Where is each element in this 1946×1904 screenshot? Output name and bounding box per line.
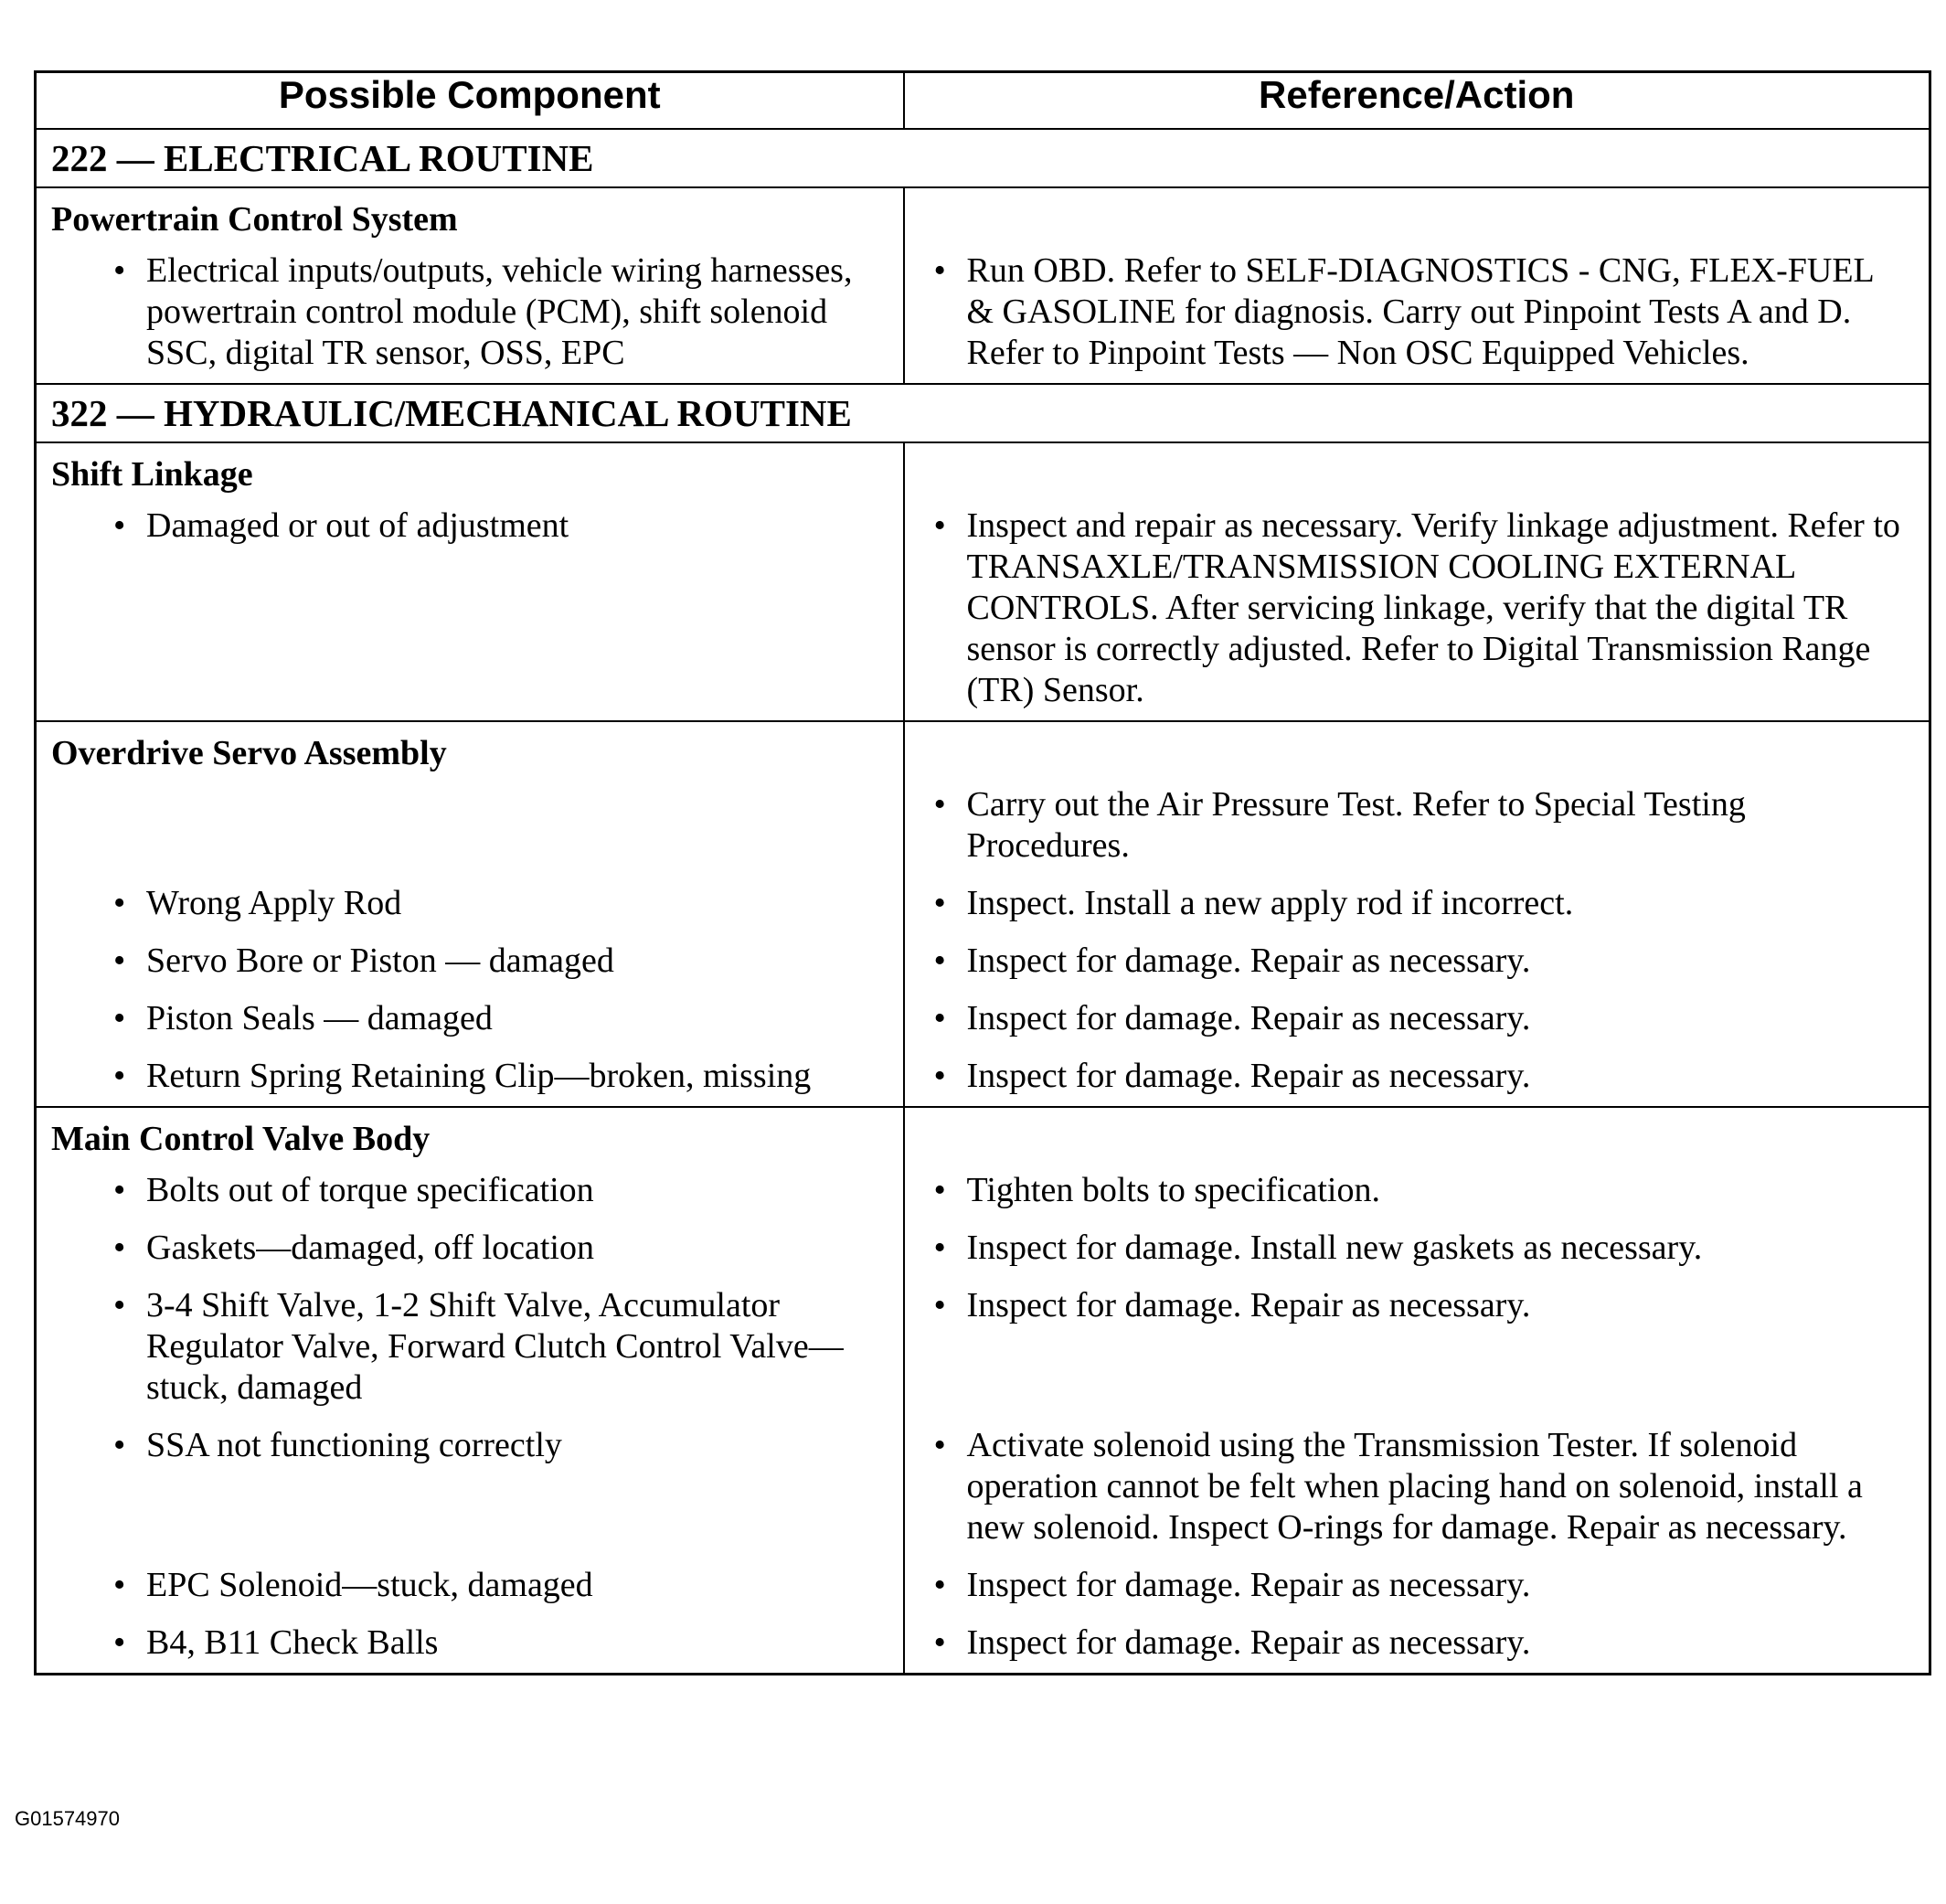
bullet-icon: • <box>933 251 946 290</box>
figure-id-caption: G01574970 <box>15 1807 120 1830</box>
bullet-icon: • <box>933 785 946 824</box>
bullet-icon: • <box>113 1566 126 1604</box>
bullet-item <box>933 1425 1904 1548</box>
table-body <box>36 129 1930 1675</box>
bullet-item <box>933 784 1904 867</box>
bullet-item <box>933 1228 1904 1269</box>
group-action-empty <box>904 1107 1930 1163</box>
component-cell-text: B4, B11 Check Balls <box>146 1623 439 1662</box>
table-row <box>36 876 1930 933</box>
action-cell <box>904 1278 1930 1418</box>
bullet-icon: • <box>113 1623 126 1662</box>
group-header-row <box>36 1107 1930 1163</box>
action-cell <box>904 1220 1930 1278</box>
bullet-icon: • <box>933 941 946 980</box>
bullet-item <box>113 1228 892 1269</box>
component-cell-text: Return Spring Retaining Clip—broken, missing <box>146 1057 812 1095</box>
component-cell-text: Servo Bore or Piston — damaged <box>146 941 614 980</box>
component-cell-text: Damaged or out of adjustment <box>146 506 569 545</box>
bullet-icon: • <box>113 251 126 290</box>
bullet-icon: • <box>113 1057 126 1095</box>
bullet-icon: • <box>933 999 946 1037</box>
bullet-icon: • <box>113 1229 126 1267</box>
component-cell <box>36 1418 904 1558</box>
component-cell-text: Piston Seals — damaged <box>146 999 493 1037</box>
action-cell <box>904 1615 1930 1675</box>
column-header-reference-action: Reference/Action <box>904 72 1930 130</box>
component-cell-text: Wrong Apply Rod <box>146 884 402 922</box>
action-cell-text: Inspect. Install a new apply rod if incorrect. <box>966 884 1574 922</box>
bullet-icon: • <box>933 1426 946 1464</box>
table-row <box>36 991 1930 1048</box>
table-row <box>36 1558 1930 1615</box>
table-row <box>36 1418 1930 1558</box>
action-cell-text: Run OBD. Refer to SELF-DIAGNOSTICS - CNG, FLEX-FUEL & GASOLINE for diagnosis. Carry out Pinpoint Tests A and D. Refer to Pinpoint Tests — Non OSC Equipped Vehicles. <box>966 251 1874 372</box>
component-cell <box>36 498 904 721</box>
action-cell <box>904 777 1930 876</box>
group-action-empty <box>904 721 1930 777</box>
section-title: 222 — ELECTRICAL ROUTINE <box>36 129 1930 187</box>
component-cell <box>36 991 904 1048</box>
action-cell-text: Activate solenoid using the Transmission Tester. If solenoid operation cannot be felt when placing hand on solenoid, install a new solenoid. Inspect O-rings for damage. Repair as necessary. <box>966 1426 1863 1547</box>
component-cell <box>36 1220 904 1278</box>
table-row <box>36 777 1930 876</box>
group-header-row <box>36 187 1930 243</box>
bullet-icon: • <box>113 1426 126 1464</box>
bullet-item <box>113 250 892 374</box>
bullet-icon: • <box>113 1286 126 1324</box>
action-cell-text: Carry out the Air Pressure Test. Refer to Special Testing Procedures. <box>966 785 1746 865</box>
table-row <box>36 1163 1930 1220</box>
group-action-empty <box>904 442 1930 498</box>
bullet-item <box>113 1285 892 1409</box>
bullet-icon: • <box>933 1229 946 1267</box>
section-row <box>36 384 1930 442</box>
bullet-item <box>933 250 1904 374</box>
bullet-item <box>933 883 1904 924</box>
bullet-item <box>113 998 892 1039</box>
component-cell <box>36 1558 904 1615</box>
table-row <box>36 498 1930 721</box>
group-header-row <box>36 721 1930 777</box>
group-name: Powertrain Control System <box>36 187 904 243</box>
bullet-item <box>933 1565 1904 1606</box>
group-name: Shift Linkage <box>36 442 904 498</box>
component-cell <box>36 1048 904 1107</box>
component-cell <box>36 1278 904 1418</box>
bullet-icon: • <box>113 884 126 922</box>
bullet-item <box>113 941 892 982</box>
action-cell <box>904 933 1930 991</box>
bullet-item <box>933 1622 1904 1664</box>
component-cell <box>36 1615 904 1675</box>
group-name: Main Control Valve Body <box>36 1107 904 1163</box>
bullet-item <box>933 941 1904 982</box>
bullet-item <box>113 883 892 924</box>
component-cell-text: EPC Solenoid—stuck, damaged <box>146 1566 593 1604</box>
table-row <box>36 933 1930 991</box>
bullet-item <box>113 1056 892 1097</box>
table-row <box>36 1220 1930 1278</box>
table-row <box>36 1278 1930 1418</box>
action-cell <box>904 243 1930 384</box>
action-cell-text: Inspect for damage. Repair as necessary. <box>966 1566 1531 1604</box>
header-row <box>36 72 1930 130</box>
section-title: 322 — HYDRAULIC/MECHANICAL ROUTINE <box>36 384 1930 442</box>
component-cell-text: SSA not functioning correctly <box>146 1426 562 1464</box>
action-cell-text: Inspect and repair as necessary. Verify linkage adjustment. Refer to TRANSAXLE/TRANSMISSION COOLING EXTERNAL CONTROLS. After servicing linkage, verify that the digital TR sensor is correctly adjusted. Refer to Digital Transmission Range (TR) Sensor. <box>966 506 1900 709</box>
action-cell <box>904 876 1930 933</box>
bullet-icon: • <box>933 1057 946 1095</box>
bullet-item <box>113 1565 892 1606</box>
bullet-icon: • <box>933 506 946 545</box>
bullet-item <box>933 998 1904 1039</box>
table-row <box>36 1048 1930 1107</box>
component-cell-text: 3-4 Shift Valve, 1-2 Shift Valve, Accumulator Regulator Valve, Forward Clutch Control Valve—stuck, damaged <box>146 1286 844 1407</box>
bullet-icon: • <box>933 1171 946 1209</box>
component-cell <box>36 243 904 384</box>
action-cell <box>904 1163 1930 1220</box>
group-action-empty <box>904 187 1930 243</box>
bullet-icon: • <box>933 1566 946 1604</box>
action-cell-text: Inspect for damage. Repair as necessary. <box>966 1057 1531 1095</box>
component-cell <box>36 1163 904 1220</box>
action-cell-text: Inspect for damage. Repair as necessary. <box>966 1286 1531 1324</box>
bullet-item <box>113 1425 892 1466</box>
group-name: Overdrive Servo Assembly <box>36 721 904 777</box>
bullet-icon: • <box>113 941 126 980</box>
component-cell-text: Gaskets—damaged, off location <box>146 1229 594 1267</box>
diagnostic-table <box>34 70 1931 1675</box>
action-cell <box>904 1558 1930 1615</box>
action-cell-text: Inspect for damage. Repair as necessary. <box>966 1623 1531 1662</box>
component-cell <box>36 777 904 876</box>
component-cell <box>36 876 904 933</box>
action-cell-text: Inspect for damage. Repair as necessary. <box>966 999 1531 1037</box>
bullet-icon: • <box>113 1171 126 1209</box>
bullet-icon: • <box>113 999 126 1037</box>
action-cell-text: Tighten bolts to specification. <box>966 1171 1380 1209</box>
bullet-item <box>113 505 892 547</box>
bullet-item <box>933 1285 1904 1326</box>
action-cell <box>904 1418 1930 1558</box>
group-header-row <box>36 442 1930 498</box>
bullet-item <box>933 505 1904 711</box>
table-row <box>36 1615 1930 1675</box>
diagnostic-table-page <box>34 70 1929 1675</box>
bullet-item <box>113 1622 892 1664</box>
component-cell-text: Bolts out of torque specification <box>146 1171 594 1209</box>
bullet-icon: • <box>933 1286 946 1324</box>
bullet-item <box>113 1170 892 1211</box>
column-header-possible-component: Possible Component <box>36 72 904 130</box>
action-cell <box>904 991 1930 1048</box>
action-cell <box>904 498 1930 721</box>
action-cell-text: Inspect for damage. Repair as necessary. <box>966 941 1531 980</box>
component-cell <box>36 933 904 991</box>
bullet-item <box>933 1056 1904 1097</box>
bullet-icon: • <box>933 884 946 922</box>
bullet-icon: • <box>113 506 126 545</box>
bullet-icon: • <box>933 1623 946 1662</box>
component-cell-text: Electrical inputs/outputs, vehicle wiring harnesses, powertrain control module (PCM), shift solenoid SSC, digital TR sensor, OSS, EPC <box>146 251 853 372</box>
section-row <box>36 129 1930 187</box>
action-cell-text: Inspect for damage. Install new gaskets as necessary. <box>966 1229 1703 1267</box>
bullet-item <box>933 1170 1904 1211</box>
table-row <box>36 243 1930 384</box>
action-cell <box>904 1048 1930 1107</box>
